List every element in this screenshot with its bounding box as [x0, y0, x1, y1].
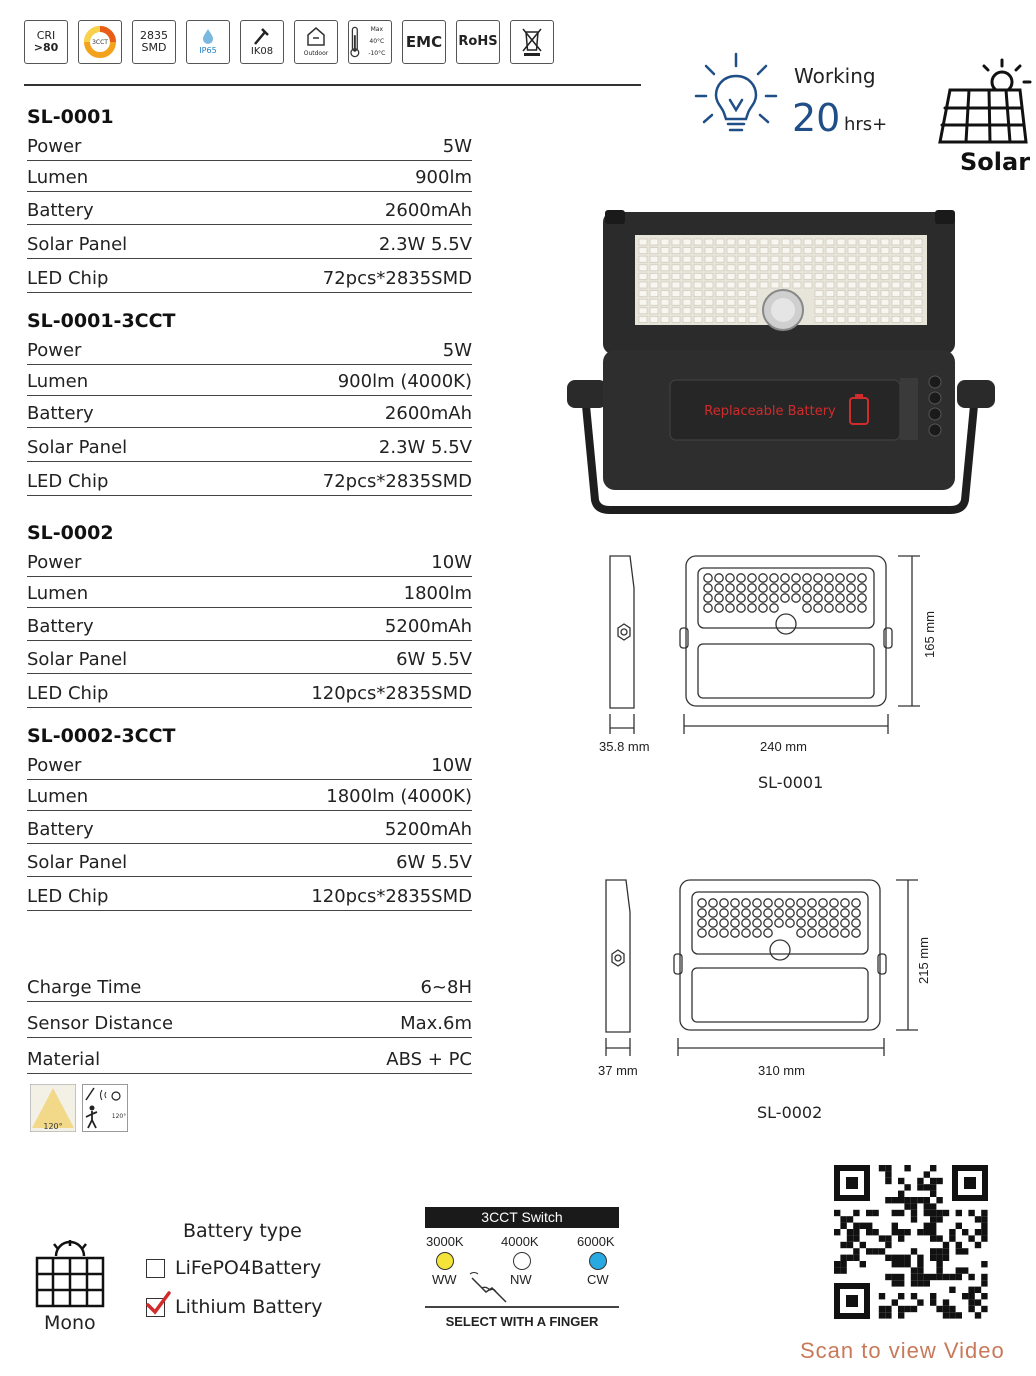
spec-value: 120pcs*2835SMD	[311, 683, 472, 704]
spec-value: 6W 5.5V	[396, 852, 472, 873]
spec-row	[27, 644, 472, 674]
cct-dot-nw[interactable]	[513, 1252, 531, 1270]
drawing-caption-sl-0002: SL-0002	[757, 1103, 823, 1122]
spec-row	[27, 578, 472, 608]
spec-value: 5W	[442, 340, 472, 361]
cct-switch-title: 3CCT Switch	[425, 1207, 619, 1228]
spec-row	[27, 466, 472, 496]
width-label-sl-0001: 240 mm	[760, 739, 807, 754]
spec-value: 900lm	[415, 167, 472, 188]
spec-value: 1800lm (4000K)	[326, 786, 472, 807]
spec-label: Charge Time	[27, 977, 142, 998]
scan-video-label: Scan to view Video	[800, 1338, 1005, 1363]
spec-value: 72pcs*2835SMD	[322, 268, 472, 289]
smd-badge-line1: 2835	[140, 29, 168, 42]
height-label-sl-0002: 215 mm	[916, 937, 931, 984]
rohs-badge	[456, 20, 500, 64]
spec-label: Solar Panel	[27, 437, 128, 458]
spec-label: LED Chip	[27, 683, 109, 704]
spec-row-charge-time	[27, 972, 472, 1002]
spec-value: 6~8H	[420, 977, 472, 998]
spec-value: 900lm (4000K)	[337, 371, 472, 392]
depth-label-sl-0002: 37 mm	[598, 1063, 638, 1078]
motion-sensor-icon	[82, 1084, 128, 1132]
spec-label: Battery	[27, 403, 94, 424]
spec-value: 5200mAh	[384, 616, 472, 637]
cri-badge	[24, 20, 68, 64]
weee-badge	[510, 20, 554, 64]
hammer-icon	[251, 26, 273, 46]
ip65-badge	[186, 20, 230, 64]
checkmark-icon	[145, 1291, 171, 1315]
spec-label: Material	[27, 1049, 101, 1070]
lithium-label: Lithium Battery	[175, 1296, 323, 1318]
spec-label: Solar Panel	[27, 234, 128, 255]
sensor-angle-text: 120°	[111, 1113, 127, 1120]
spec-value: 10W	[431, 552, 472, 573]
spec-row	[27, 781, 472, 811]
height-label-sl-0001: 165 mm	[922, 611, 937, 658]
spec-row	[27, 162, 472, 192]
spec-label: Lumen	[27, 583, 89, 604]
cct-temp-nw: 4000K	[501, 1234, 539, 1249]
spec-row	[27, 263, 472, 293]
top-divider	[24, 84, 641, 86]
cct-divider	[425, 1306, 619, 1308]
cct-badge-text: 3CCT	[92, 39, 108, 46]
spec-row	[27, 335, 472, 365]
dimension-drawing-sl-0001	[590, 548, 950, 738]
replaceable-battery-label: Replaceable Battery	[704, 404, 836, 419]
width-label-sl-0002: 310 mm	[758, 1063, 805, 1078]
ik08-badge-text: IK08	[250, 46, 274, 57]
lifepo4-label: LiFePO4Battery	[175, 1257, 322, 1279]
spec-value: 2.3W 5.5V	[378, 437, 472, 458]
model-title-sl-0001-3cct: SL-0001-3CCT	[27, 310, 176, 332]
spec-row-material	[27, 1044, 472, 1074]
beam-angle-text: 120°	[43, 1122, 63, 1131]
spec-row-sensor-distance	[27, 1008, 472, 1038]
solar-label: Solar	[960, 148, 1031, 176]
spec-row	[27, 678, 472, 708]
battery-option-lithium[interactable]	[146, 1296, 323, 1318]
spec-value: 10W	[431, 755, 472, 776]
spec-value: ABS + PC	[386, 1049, 472, 1070]
spec-label: Battery	[27, 200, 94, 221]
spec-value: Max.6m	[400, 1013, 472, 1034]
spec-value: 2600mAh	[384, 200, 472, 221]
spec-row	[27, 398, 472, 428]
spec-label: Power	[27, 340, 82, 361]
cct-dot-cw[interactable]	[589, 1252, 607, 1270]
spec-label: Power	[27, 136, 82, 157]
cct-code-cw: CW	[587, 1272, 609, 1287]
cct-color-wheel-icon	[82, 24, 118, 60]
spec-value: 6W 5.5V	[396, 649, 472, 670]
temperature-badge	[348, 20, 392, 64]
spec-row	[27, 229, 472, 259]
battery-type-title: Battery type	[183, 1220, 302, 1242]
rohs-badge-text: RoHS	[458, 34, 498, 49]
emc-badge-text: EMC	[405, 33, 443, 51]
cct-code-ww: WW	[432, 1272, 457, 1287]
spec-value: 2600mAh	[384, 403, 472, 424]
outdoor-badge	[294, 20, 338, 64]
smd-badge	[132, 20, 176, 64]
spec-label: Power	[27, 755, 82, 776]
ik08-badge	[240, 20, 284, 64]
spec-label: Solar Panel	[27, 852, 128, 873]
spec-row	[27, 611, 472, 641]
spec-row	[27, 881, 472, 911]
mono-label: Mono	[44, 1312, 96, 1334]
light-bulb-icon	[694, 52, 778, 142]
model-title-sl-0002-3cct: SL-0002-3CCT	[27, 725, 176, 747]
qr-code[interactable]	[832, 1163, 990, 1321]
spec-label: Lumen	[27, 371, 89, 392]
spec-label: Power	[27, 552, 82, 573]
spec-label: Solar Panel	[27, 649, 128, 670]
depth-label-sl-0001: 35.8 mm	[599, 739, 650, 754]
emc-badge	[402, 20, 446, 64]
lifepo4-checkbox[interactable]	[146, 1259, 165, 1278]
working-hours-value: 20	[792, 96, 841, 140]
spec-label: Battery	[27, 819, 94, 840]
finger-press-icon	[466, 1268, 510, 1306]
cct-temp-ww: 3000K	[426, 1234, 464, 1249]
spec-row	[27, 432, 472, 462]
beam-angle-icon	[30, 1084, 76, 1132]
spec-value: 5W	[442, 136, 472, 157]
working-label: Working	[794, 64, 876, 88]
drawing-caption-sl-0001: SL-0001	[758, 773, 824, 792]
mono-solar-panel-icon	[34, 1240, 106, 1310]
cct-code-nw: NW	[510, 1272, 532, 1287]
cct-temp-cw: 6000K	[577, 1234, 615, 1249]
water-drop-icon	[199, 27, 217, 45]
spec-value: 1800lm	[403, 583, 472, 604]
spec-row	[27, 814, 472, 844]
spec-row	[27, 847, 472, 877]
cct-dot-ww[interactable]	[436, 1252, 454, 1270]
certification-badges	[24, 20, 554, 64]
cct-badge	[78, 20, 122, 64]
thermometer-icon	[349, 25, 361, 59]
spec-row	[27, 131, 472, 161]
spec-row	[27, 366, 472, 396]
dimension-drawing-sl-0002	[590, 872, 950, 1062]
spec-label: Lumen	[27, 786, 89, 807]
spec-label: LED Chip	[27, 471, 109, 492]
spec-label: Sensor Distance	[27, 1013, 174, 1034]
lithium-checkbox[interactable]	[146, 1298, 165, 1317]
ip65-badge-text: IP65	[199, 46, 217, 55]
spec-label: Battery	[27, 616, 94, 637]
cct-caption: SELECT WITH A FINGER	[445, 1314, 599, 1329]
cri-badge-line1: CRI	[36, 29, 56, 42]
spec-label: LED Chip	[27, 268, 109, 289]
product-photo	[565, 210, 995, 520]
smd-badge-line2: SMD	[141, 41, 167, 54]
spec-label: LED Chip	[27, 886, 109, 907]
cri-badge-line2: >80	[33, 41, 59, 54]
model-title-sl-0001: SL-0001	[27, 106, 114, 128]
outdoor-badge-text: Outdoor	[303, 50, 329, 57]
spec-value: 5200mAh	[384, 819, 472, 840]
spec-value: 72pcs*2835SMD	[322, 471, 472, 492]
spec-row	[27, 750, 472, 780]
model-title-sl-0002: SL-0002	[27, 522, 114, 544]
working-hours-unit: hrs+	[844, 114, 888, 135]
spec-label: Lumen	[27, 167, 89, 188]
spec-row	[27, 547, 472, 577]
temp-max: Max 40°C	[369, 26, 385, 45]
temp-min: -10°C	[368, 50, 386, 57]
weee-bin-icon	[519, 26, 545, 58]
battery-option-lifepo4[interactable]	[146, 1257, 321, 1279]
outdoor-house-icon	[303, 24, 329, 48]
solar-panel-sun-icon	[936, 54, 1032, 146]
spec-value: 120pcs*2835SMD	[311, 886, 472, 907]
spec-value: 2.3W 5.5V	[378, 234, 472, 255]
spec-row	[27, 195, 472, 225]
